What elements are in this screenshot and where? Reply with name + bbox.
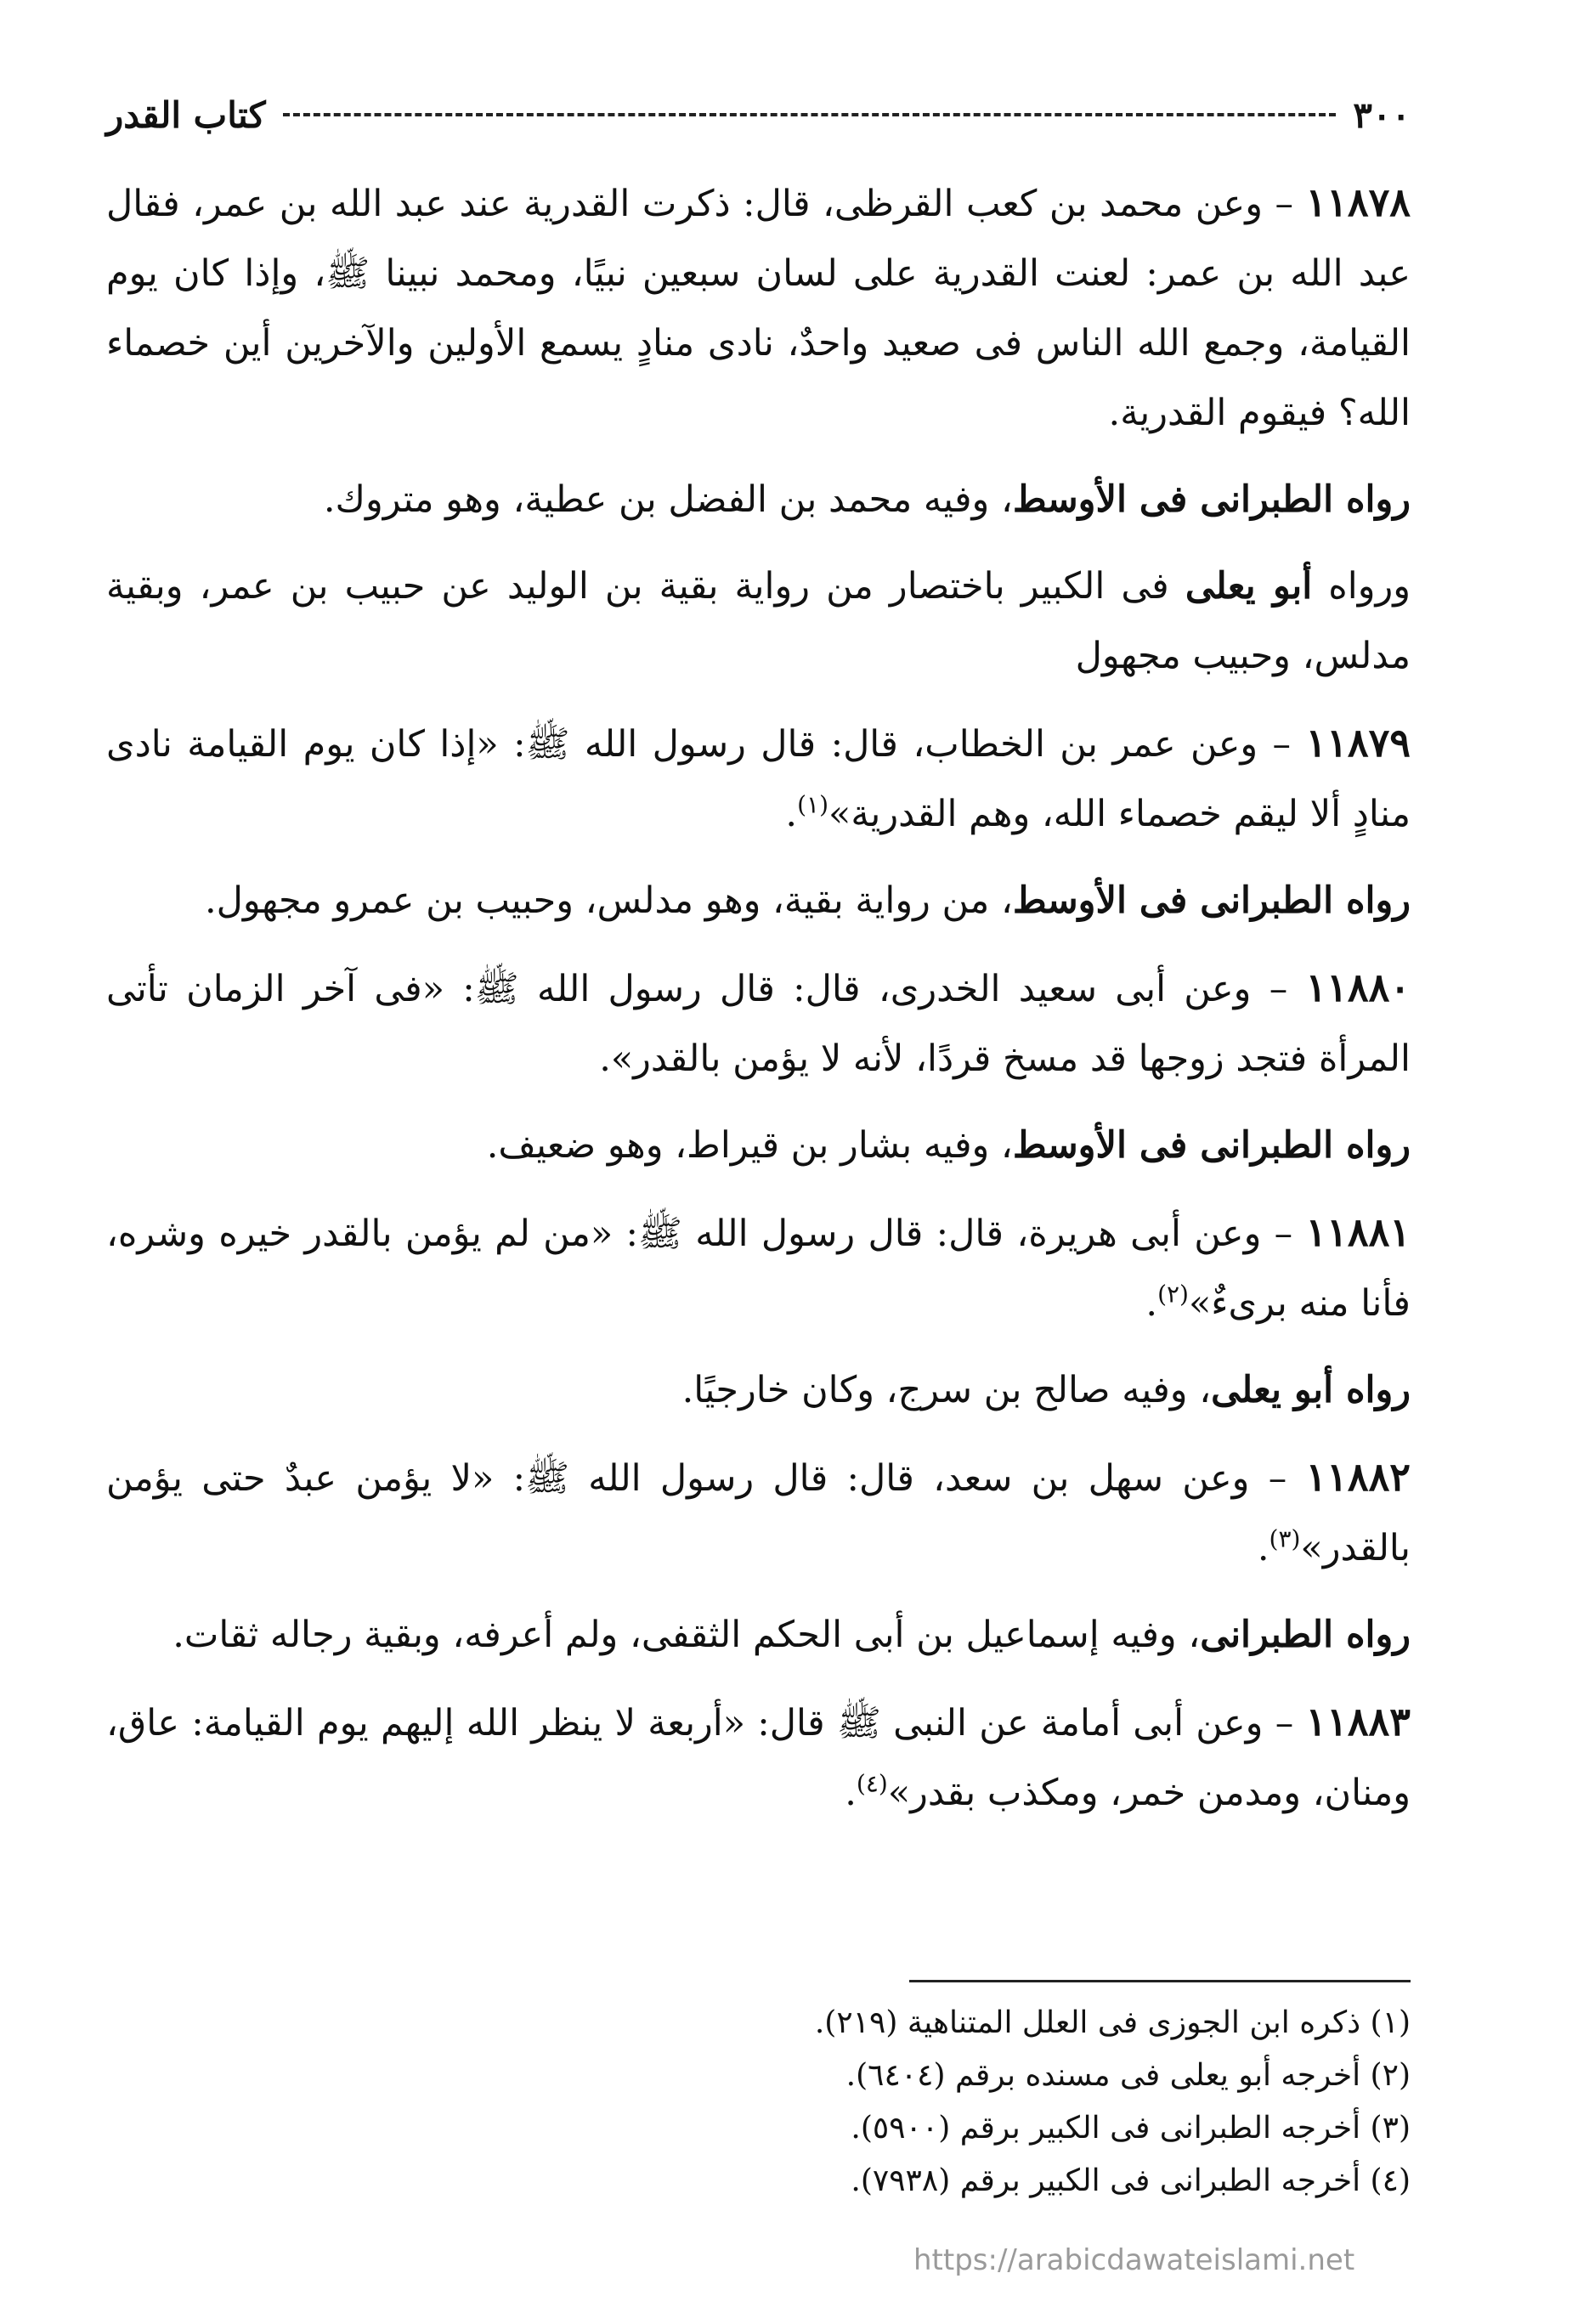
narration-text: فى الكبير باختصار من رواية بقية بن الوليد عن حبيب بن عمر، وبقية مدلس، وحبيب مجهول [106, 565, 1411, 677]
footnote-marker[interactable]: (١) [797, 790, 829, 819]
hadith-number: ١١٨٧٨ [1305, 179, 1411, 225]
hadith-suffix: . [1145, 1282, 1158, 1325]
source-watermark: https://arabicdawateislami.net [913, 2243, 1355, 2277]
hadith-number: ١١٨٨٠ [1305, 964, 1411, 1010]
narration-note [106, 866, 1411, 936]
hadith-number: ١١٨٧٩ [1305, 720, 1411, 766]
document-page [106, 81, 1411, 2198]
narration-note [106, 1600, 1411, 1670]
narration-source: رواه الطبرانى [1200, 1614, 1411, 1656]
hadith-text: – وعن أبى هريرة، قال: قال رسول الله ﷺ: «من لم يؤمن بالقدر خيره وشره، فأنا منه برىءٌ» [106, 1213, 1411, 1325]
hadith-11882 [106, 1442, 1411, 1583]
footnote-3: (٣) أخرجه الطبرانى فى الكبير برقم (٥٩٠٠). [851, 2111, 1411, 2146]
footnote-4: (٤) أخرجه الطبرانى فى الكبير برقم (٧٩٣٨). [851, 2163, 1411, 2198]
narration-source: رواه الطبرانى فى الأوسط [1012, 879, 1411, 922]
hadith-11883 [106, 1687, 1411, 1828]
narration-source: رواه الطبرانى فى الأوسط [1012, 478, 1411, 521]
footnotes [106, 1997, 1411, 2208]
main-text [106, 167, 1411, 1828]
narration-prefix: ورواه [1328, 565, 1411, 608]
narration-text: ، وفيه إسماعيل بن أبى الحكم الثقفى، ولم أعرفه، وبقية رجاله ثقات. [172, 1614, 1201, 1656]
hadith-number: ١١٨٨٣ [1305, 1699, 1411, 1744]
footnote-2: (٢) أخرجه أبو يعلى فى مسنده برقم (٦٤٠٤). [845, 2058, 1411, 2093]
narration-text: ، وفيه بشار بن قيراط، وهو ضعيف. [486, 1124, 1013, 1167]
hadith-number: ١١٨٨١ [1305, 1209, 1411, 1255]
narration-source: أبو يعلى [1185, 565, 1313, 608]
narration-note [106, 1111, 1411, 1180]
hadith-suffix: . [785, 793, 798, 835]
header-dashed-rule [283, 113, 1337, 116]
narration-text: ، وفيه صالح بن سرج، وكان خارجيًا. [681, 1369, 1212, 1411]
hadith-suffix: . [1257, 1527, 1270, 1569]
running-head [106, 81, 1411, 149]
footnote-marker[interactable]: (٤) [856, 1769, 888, 1798]
footnote-separator [909, 1980, 1411, 1982]
hadith-number: ١١٨٨٢ [1305, 1454, 1411, 1500]
narration-note [106, 465, 1411, 534]
hadith-11878 [106, 167, 1411, 448]
narration-note [106, 551, 1411, 691]
narration-source: رواه الطبرانى فى الأوسط [1012, 1124, 1411, 1167]
narration-text: ، وفيه محمد بن الفضل بن عطية، وهو متروك. [323, 478, 1013, 521]
hadith-text: – وعن أبى أمامة عن النبى ﷺ قال: «أربعة لا ينظر الله إليهم يوم القيامة: عاق، ومنان، ومدمن خمر، ومكذب بقدر» [106, 1702, 1411, 1814]
footnote-marker[interactable]: (٢) [1157, 1280, 1189, 1309]
hadith-text: – وعن سهل بن سعد، قال: قال رسول الله ﷺ: «لا يؤمن عبدٌ حتى يؤمن بالقدر» [106, 1457, 1411, 1569]
hadith-suffix: . [845, 1772, 857, 1814]
narration-note [106, 1355, 1411, 1425]
hadith-11880 [106, 953, 1411, 1094]
narration-source: رواه أبو يعلى [1211, 1369, 1411, 1411]
footnote-marker[interactable]: (٣) [1269, 1524, 1301, 1553]
hadith-text: – وعن عمر بن الخطاب، قال: قال رسول الله ﷺ: «إذا كان يوم القيامة نادى منادٍ ألا ليقم خصماء الله، وهم القدرية» [106, 723, 1411, 835]
hadith-11881 [106, 1197, 1411, 1338]
narration-text: ، من رواية بقية، وهو مدلس، وحبيب بن عمرو مجهول. [205, 879, 1013, 922]
book-title: كتاب القدر [106, 93, 266, 136]
hadith-11879 [106, 708, 1411, 849]
hadith-text: – وعن أبى سعيد الخدرى، قال: قال رسول الله ﷺ: «فى آخر الزمان تأتى المرأة فتجد زوجها قد مسخ قردًا، لأنه لا يؤمن بالقدر». [106, 968, 1411, 1080]
page-number: ٣٠٠ [1353, 93, 1411, 136]
hadith-text: – وعن محمد بن كعب القرظى، قال: ذكرت القدرية عند عبد الله بن عمر، فقال عبد الله بن عمر: لعنت القدرية على لسان سبعين نبيًا، ومحمد نبينا ﷺ، وإذا كان يوم القيامة، وجمع الله الناس فى صعيد واحدٌ، نادى منادٍ يسمع الأولين والآخرين أين خصماء الله؟ فيقوم القدرية. [106, 183, 1411, 434]
footnote-1: (١) ذكره ابن الجوزى فى العلل المتناهية (٢١٩). [814, 2005, 1411, 2040]
